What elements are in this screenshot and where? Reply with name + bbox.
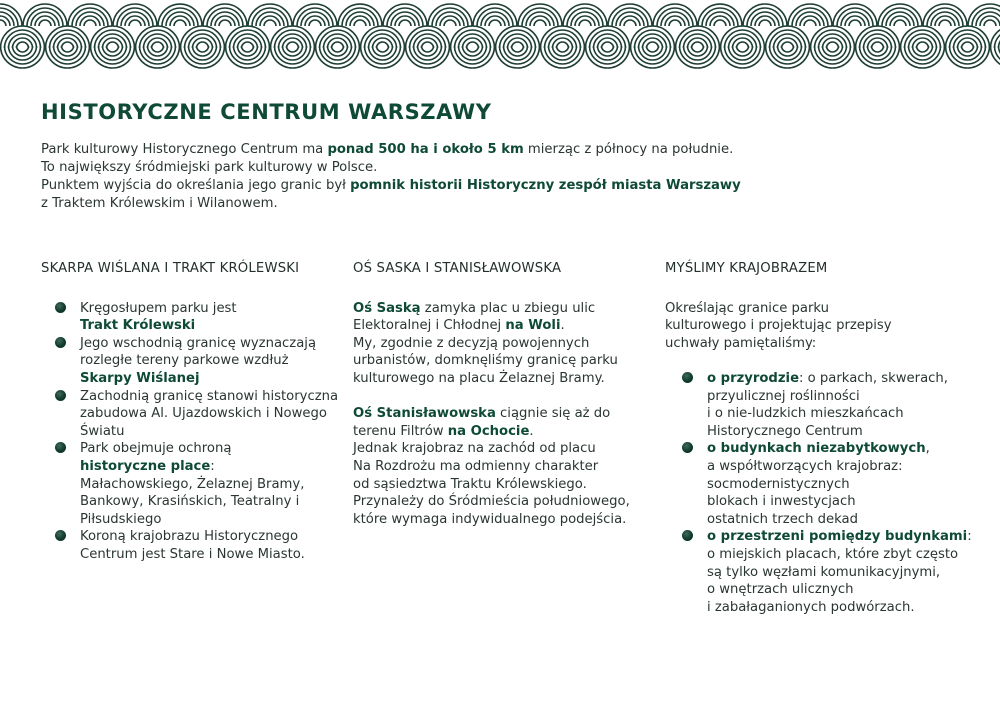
bullet-list <box>665 370 975 616</box>
list-item: o budynkach niezabytkowych, a współtworzących krajobraz: socmodernistycznych blokach i inwestycjach ostatnich trzech dekad <box>665 440 975 528</box>
intro-paragraph <box>41 141 941 213</box>
bullet-icon <box>55 390 66 401</box>
list-item: o przyrodzie: o parkach, skwerach, przyulicznej roślinności i o nie-ludzkich mieszkańcach Historycznego Centrum <box>665 370 975 440</box>
bullet-icon <box>55 302 66 313</box>
concentric-arches-border <box>0 0 1000 72</box>
column-intro: Określając granice parku kulturowego i projektując przepisy uchwały pamiętaliśmy: <box>665 300 892 351</box>
paragraph-os-saska: Oś Saską zamyka plac u zbiegu ulic Elektoralnej i Chłodnej na Woli. My, zgodnie z decyzją powojennych urbanistów, domknęliśmy granicę parku kulturowego na placu Żelaznej Bramy. <box>353 300 618 386</box>
page-title: HISTORYCZNE CENTRUM WARSZAWY <box>41 100 492 124</box>
list-item: Kręgosłupem parku jest Trakt Królewski <box>41 300 341 335</box>
intro-line: z Traktem Królewskim i Wilanowem. <box>41 196 278 211</box>
list-item: Koroną krajobrazu Historycznego Centrum jest Stare i Nowe Miasto. <box>41 528 341 563</box>
column-heading: MYŚLIMY KRAJOBRAZEM <box>665 261 828 276</box>
list-item: Zachodnią granicę stanowi historyczna zabudowa Al. Ujazdowskich i Nowego Światu <box>41 388 341 441</box>
bullet-icon <box>682 442 693 453</box>
column-skarpa <box>41 260 341 564</box>
column-heading: OŚ SASKA I STANISŁAWOWSKA <box>353 261 562 276</box>
bullet-icon <box>682 530 693 541</box>
paragraph-os-stanislawowska: Oś Stanisławowska ciągnie się aż do terenu Filtrów na Ochocie. Jednak krajobraz na zachód od placu Na Rozdrożu ma odmienny charakter od sąsiedztwa Traktu Królewskiego. Przynależy do Śródmieścia południowego, które wymaga indywidualnego podejścia. <box>353 406 630 527</box>
bullet-icon <box>682 372 693 383</box>
list-item: o przestrzeni pomiędzy budynkami: o miejskich placach, które zbyt często są tylko węzłami komunikacyjnymi, o wnętrzach ulicznych i zabałaganionych podwórzach. <box>665 528 975 616</box>
list-item: Park obejmuje ochroną historyczne place: Małachowskiego, Żelaznej Bramy, Bankowy, Krasińskich, Teatralny i Piłsudskiego <box>41 440 341 528</box>
bullet-icon <box>55 442 66 453</box>
column-os-saska <box>353 260 653 528</box>
intro-line: Park kulturowy Historycznego Centrum ma ponad 500 ha i około 5 km mierząc z północy na południe. <box>41 142 734 157</box>
intro-line: To największy śródmiejski park kulturowy w Polsce. <box>41 160 378 175</box>
list-item: Jego wschodnią granicę wyznaczają rozległe tereny parkowe wzdłuż Skarpy Wiślanej <box>41 335 341 388</box>
bullet-icon <box>55 337 66 348</box>
column-heading: SKARPA WIŚLANA I TRAKT KRÓLEWSKI <box>41 261 300 276</box>
bullet-icon <box>55 530 66 541</box>
column-krajobraz <box>665 260 975 616</box>
bullet-list <box>41 300 341 564</box>
intro-line: Punktem wyjścia do określania jego granic był pomnik historii Historyczny zespół miasta Warszawy <box>41 178 741 193</box>
